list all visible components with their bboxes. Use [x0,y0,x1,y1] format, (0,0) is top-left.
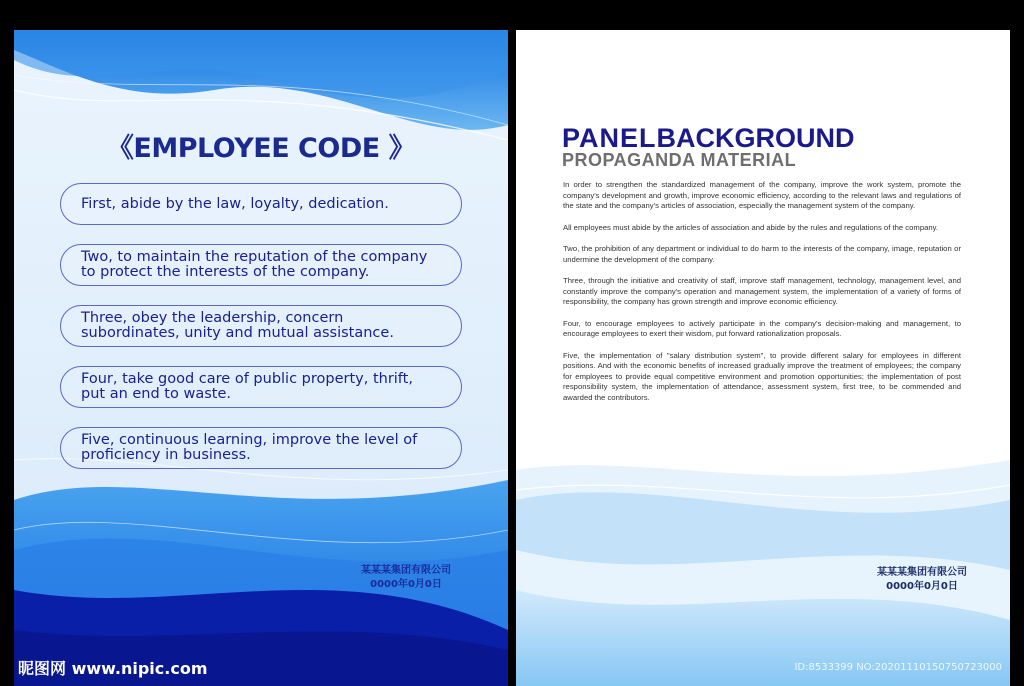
company-date: 0000年0月0日 [370,579,442,590]
paragraph: In order to strengthen the standardized management of the company, improve the work system, promote the company's development and growth, improve economic efficiency, according to the relevant laws and regulations of the state and the company's articles of association, especially the management system of the company. [563,180,961,210]
paragraph: Five, the implementation of "salary distribution system", to provide different salary for employees in different positions. And with the economic benefits of increased gradually improve the treatment of employees; the company for employees to provide equal competitive environment and promotion opportunities; the implementation of post responsibility system, the implementation of attendance, assessment system, first tree, to be commended and awarded the contributors. [563,350,961,402]
panel-title-strong: PANEL [562,123,657,153]
paragraph: Three, through the initiative and creativity of staff, improve staff management, technology, management level, and constantly improve the company's operation and management system, the implementation of a variety of forms of responsibility, the company has grown strength and improve economic efficiency. [563,276,961,306]
panel-subtitle: PROPAGANDA MATERIAL [562,150,797,170]
company-signature [862,566,982,594]
rule-item-4: Four, take good care of public property, thrift, put an end to waste. [60,366,462,408]
rule-item-2: Two, to maintain the reputation of the company to protect the interests of the company. [60,244,462,286]
rule-item-5: Five, continuous learning, improve the level of proficiency in business. [60,427,462,469]
body-text [563,180,961,414]
panel-background-panel [516,30,1010,686]
paragraph: Four, to encourage employees to actively participate in the company's decision-making and management, to encourage employees to exert their wisdom, put forward rationalization proposals. [563,318,961,338]
panel-title-rest: BACKGROUND [656,123,855,153]
company-date: 0000年0月0日 [886,581,958,592]
company-name: 某某某集团有限公司 [361,565,451,576]
paragraph: All employees must abide by the articles of association and abide by the rules and regulations of the company. [563,222,939,232]
company-name: 某某某集团有限公司 [877,567,967,578]
employee-code-panel [14,30,508,686]
page-title: 《EMPLOYEE CODE 》 [106,133,416,164]
watermark-id: ID:8533399 NO:20201110150750723000 [794,662,1002,673]
company-signature [346,564,466,592]
paragraph: Two, the prohibition of any department or individual to do harm to the interests of the company, image, reputation or undermine the development of the company. [563,244,961,264]
rule-item-1: First, abide by the law, loyalty, dedication. [60,183,462,225]
watermark-logo: 昵图网 www.nipic.com [18,659,208,678]
rule-item-3: Three, obey the leadership, concern subordinates, unity and mutual assistance. [60,305,462,347]
